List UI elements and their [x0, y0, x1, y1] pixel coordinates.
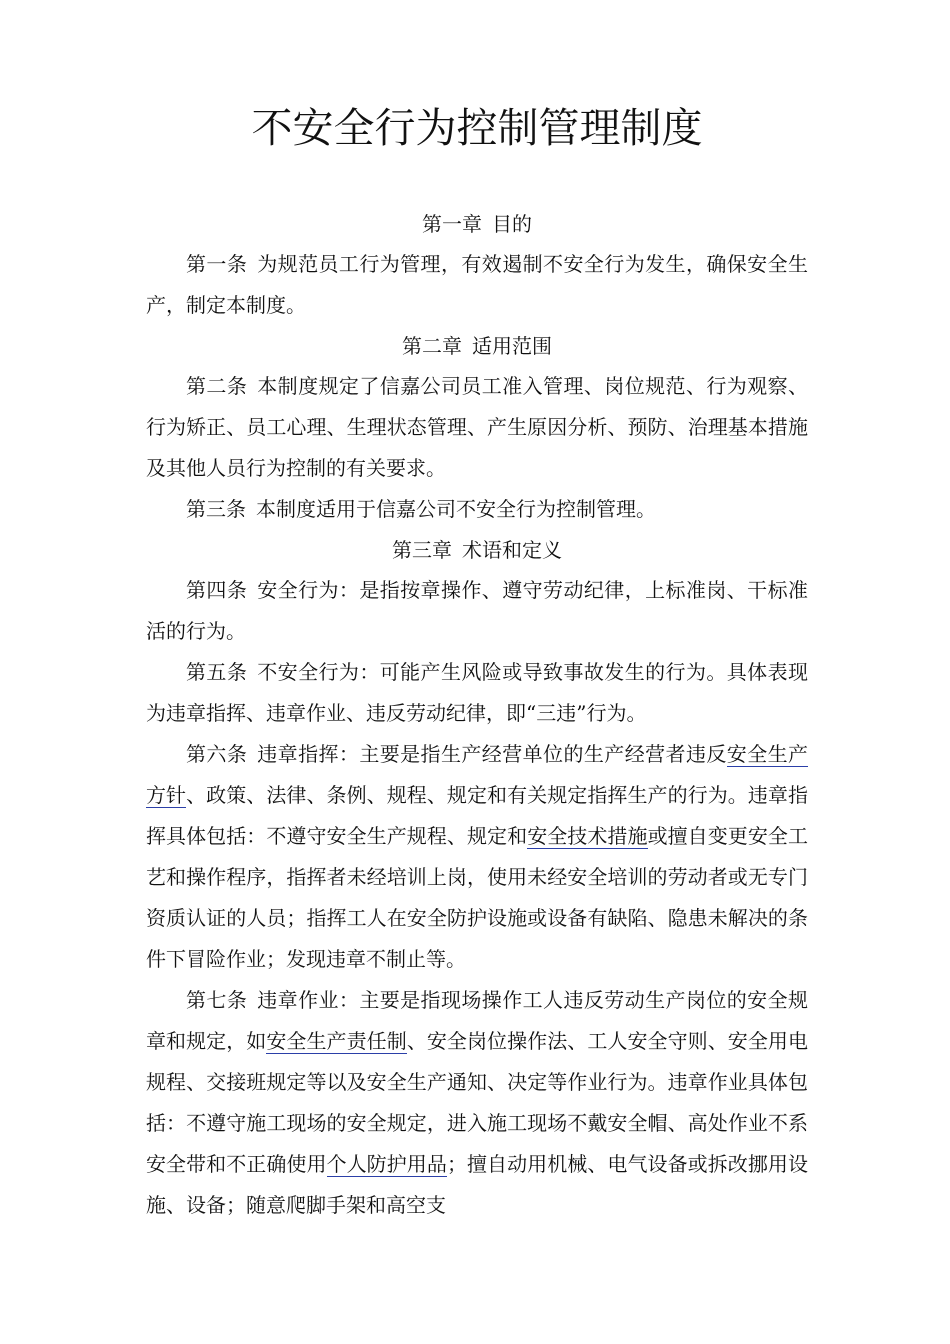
article-3 — [146, 489, 808, 530]
article-6 — [146, 734, 808, 980]
article-text: 本制度适用于信嘉公司不安全行为控制管理。 — [256, 497, 656, 521]
article-text: 为规范员工行为管理，有效遏制不安全行为发生，确保安全生产，制定本制度。 — [146, 252, 809, 317]
term-link-safety-responsibility[interactable]: 安全生产责任制 — [266, 1029, 407, 1053]
article-text: 、政策、法律、条例、规程、规定和有关规定指挥生产的行为。违章指挥具体包括：不遵守安全生产规程、规定和 — [146, 783, 808, 848]
article-1 — [146, 244, 808, 326]
article-label: 第七条 — [186, 988, 248, 1012]
term-link-safety-policy[interactable]: 安全生产方针 — [146, 742, 809, 807]
chapter-label: 第一章 — [422, 212, 482, 236]
article-7 — [146, 980, 808, 1226]
article-5 — [146, 652, 808, 734]
article-text: ；擅自动用机械、电气设备或拆改挪用设施、设备；随意爬脚手架和高空支 — [146, 1152, 808, 1217]
article-text: 不安全行为：可能产生风险或导致事故发生的行为。具体表现为违章指挥、违章作业、违反劳动纪律，即“三违”行为。 — [146, 660, 809, 725]
article-text: 安全行为：是指按章操作、遵守劳动纪律，上标准岗、干标准活的行为。 — [146, 578, 809, 643]
chapter-1-heading — [146, 204, 808, 244]
article-2 — [146, 366, 808, 489]
article-label: 第三条 — [186, 497, 246, 521]
article-label: 第四条 — [186, 578, 248, 602]
article-label: 第六条 — [186, 742, 248, 766]
document-page — [146, 90, 808, 1226]
article-label: 第一条 — [186, 252, 248, 276]
document-title: 不安全行为控制管理制度 — [251, 104, 703, 152]
chapter-name: 术语和定义 — [462, 538, 562, 562]
article-text: 、安全岗位操作法、工人安全守则、安全用电规程、交接班规定等以及安全生产通知、决定等作业行为。违章作业具体包括：不遵守施工现场的安全规定，进入施工现场不戴安全帽、高处作业不系安全带和不正确使用 — [146, 1029, 808, 1176]
article-text: 违章作业：主要是指现场操作工人违反劳动生产岗位的安全规章和规定，如 — [146, 988, 809, 1053]
article-text: 违章指挥：主要是指生产经营单位的生产经营者违反 — [257, 742, 727, 766]
chapter-2-heading — [146, 326, 808, 366]
term-link-personal-protective-equipment[interactable]: 个人防护用品 — [326, 1152, 447, 1176]
article-text: 或擅自变更安全工艺和操作程序，指挥者未经培训上岗，使用未经安全培训的劳动者或无专门资质认证的人员；指挥工人在安全防护设施或设备有缺陷、隐患未解决的条件下冒险作业；发现违章不制止等。 — [146, 824, 808, 971]
article-text: 本制度规定了信嘉公司员工准入管理、岗位规范、行为观察、行为矫正、员工心理、生理状态管理、产生原因分析、预防、治理基本措施及其他人员行为控制的有关要求。 — [146, 374, 809, 480]
chapter-name: 目的 — [492, 212, 532, 236]
chapter-label: 第二章 — [402, 334, 462, 358]
article-4 — [146, 570, 808, 652]
chapter-label: 第三章 — [392, 538, 452, 562]
chapter-name: 适用范围 — [472, 334, 552, 358]
chapter-3-heading — [146, 530, 808, 570]
article-label: 第二条 — [186, 374, 248, 398]
term-link-safety-tech-measures[interactable]: 安全技术措施 — [527, 824, 648, 848]
article-label: 第五条 — [186, 660, 248, 684]
